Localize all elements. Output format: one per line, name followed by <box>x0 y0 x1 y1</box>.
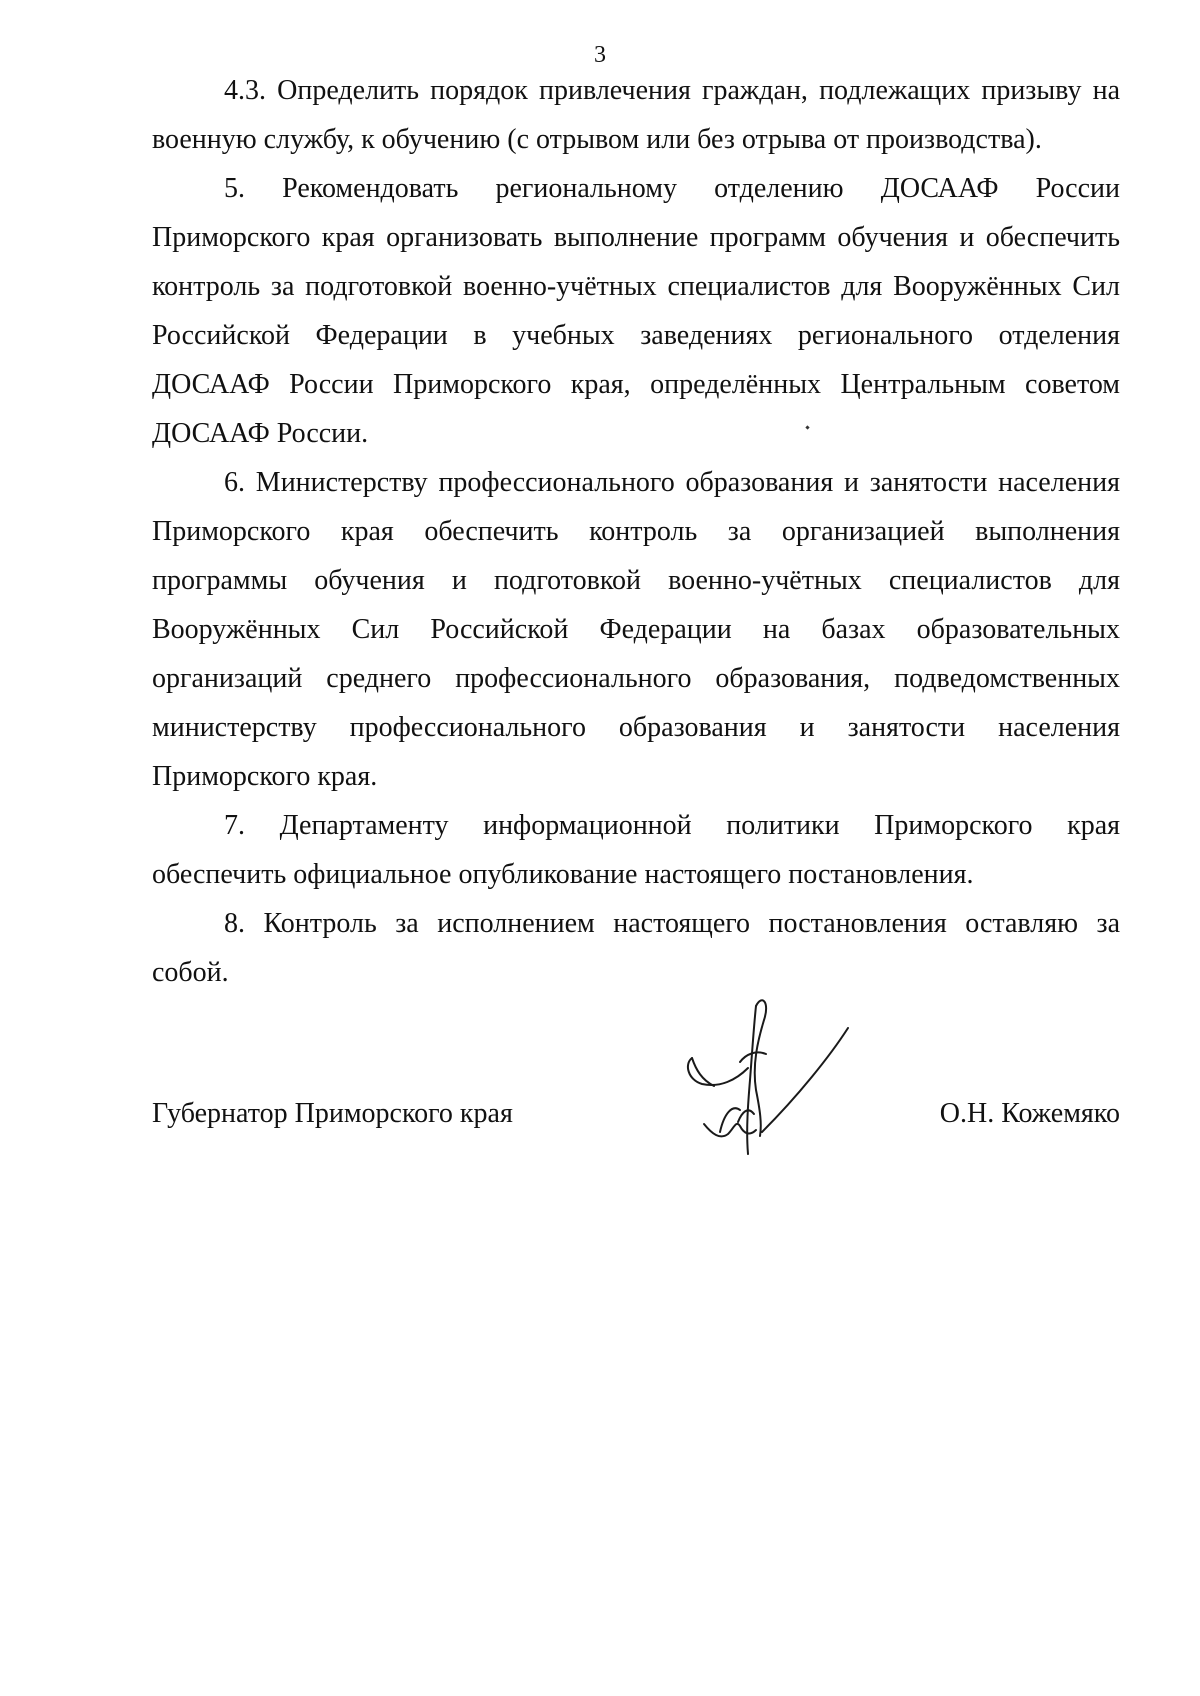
signer-title: Губернатор Приморского края <box>152 1098 513 1129</box>
signer-name: О.Н. Кожемяко <box>939 1098 1120 1129</box>
paragraph-4-3: 4.3. Определить порядок привлечения граждан, подлежащих призыву на военную службу, к обучению (с отрывом или без отрыва от производства). <box>152 75 1120 155</box>
handwritten-signature-icon <box>680 984 850 1156</box>
paragraph-5: 5. Рекомендовать региональному отделению ДОСААФ России Приморского края организовать выполнение программ обучения и обеспечить контроль за подготовкой военно-учётных специалистов для Вооружённых Сил Российской Федерации в учебных заведениях регионального отделения ДОСААФ России Приморского края, определённых Центральным советом ДОСААФ России. <box>152 173 1120 449</box>
paragraph-7: 7. Департаменту информационной политики Приморского края обеспечить официальное опубликование настоящего постановления. <box>152 810 1120 890</box>
document-body <box>152 66 1120 997</box>
paragraph-8: 8. Контроль за исполнением настоящего постановления оставляю за собой. <box>152 908 1120 988</box>
page-number: 3 <box>594 42 606 68</box>
signature-block <box>152 1094 1120 1154</box>
paragraph-6: 6. Министерству профессионального образования и занятости населения Приморского края обеспечить контроль за организацией выполнения программы обучения и подготовкой военно-учётных специалистов для Вооружённых Сил Российской Федерации на базах образовательных организаций среднего профессионального образования, подведомственных министерству профессионального образования и занятости населения Приморского края. <box>152 467 1120 792</box>
